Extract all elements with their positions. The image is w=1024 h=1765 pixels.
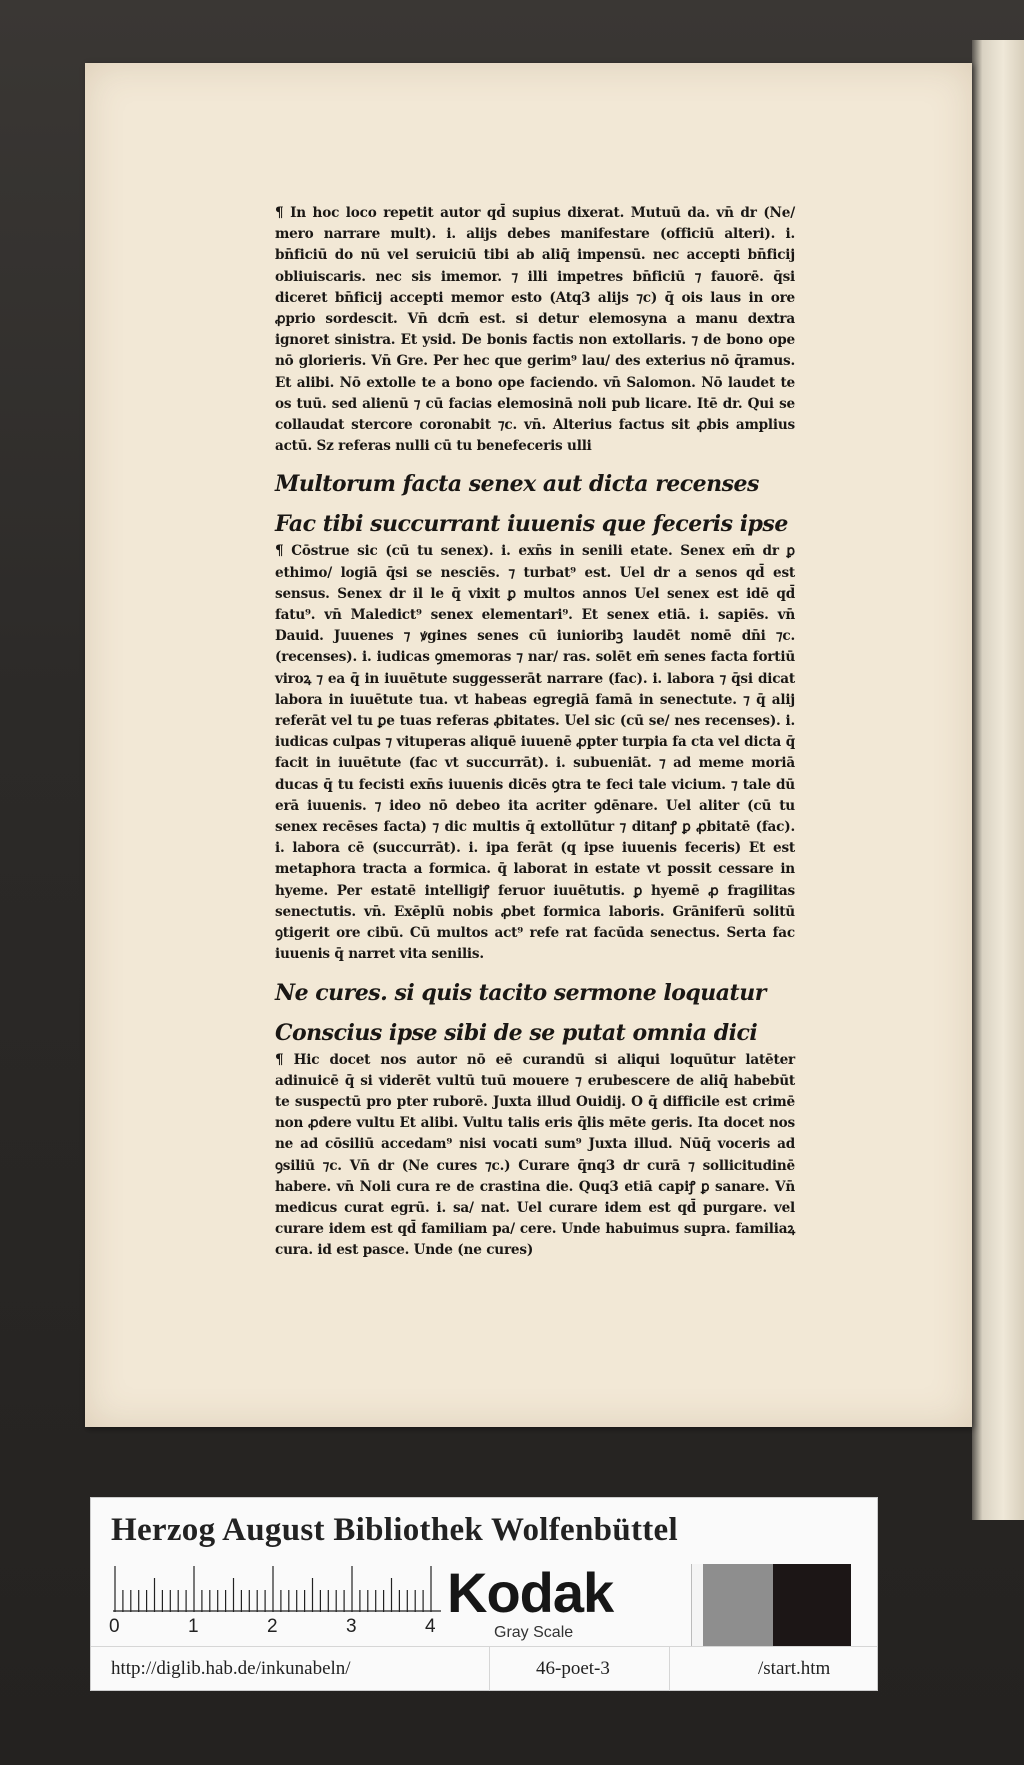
ruler-label-3: 3 <box>346 1616 357 1637</box>
ruler-label-1: 1 <box>188 1616 199 1637</box>
gray-swatch <box>703 1564 773 1646</box>
verse-line-1: Multorum facta senex aut dicta recenses <box>275 471 759 498</box>
text-block <box>275 203 795 1262</box>
commentary-paragraph-3: ¶ Hic docet nos autor nō eē curandū si aliqui loquūtur latēter adinuicē q̄ si viderēt vultū tuū mouere ⁊ erubescere de aliq̄ habebūt te suspectū pro pter ruborē. Juxta illud Ouidij. O q̄ difficile est crimē non ꝓdere vultu Et alibi. Vultu talis eris q̄lis mēte geris. Ita docet nos ne ad cōsiliū accedam⁹ nisi vocati sum⁹ Juxta illud. Nūq̄ voceris ad ꝯsiliū ⁊c. Vn̄ dr (Ne cures ⁊c.) Curare q̄nq3 dr curā ⁊ sollicitudinē habere. vn̄ Noli cura re de crastina die. Quq3 etiā capiꝭ ꝑ sanare. Vn̄ medicus curat egrū. i. sa/ nat. Uel curare idem est qd̄ purgare. vel curare idem est qd̄ familiam pa/ cere. Unde habuimus supra. familiaꝝ cura. id est pasce. Unde (ne cures) <box>275 1051 795 1259</box>
library-name: Herzog August Bibliothek Wolfenbüttel <box>111 1512 678 1548</box>
url-shelfmark: 46-poet-3 <box>536 1658 610 1679</box>
ruler-label-4: 4 <box>425 1616 436 1637</box>
verse-line-3: Ne cures. si quis tacito sermone loquatur <box>275 979 766 1006</box>
gray-scale-label: Gray Scale <box>494 1624 574 1641</box>
black-swatch <box>773 1564 851 1646</box>
url-base: http://diglib.hab.de/inkunabeln/ <box>111 1658 351 1679</box>
commentary-paragraph-1: ¶ In hoc loco repetit autor qd̄ supius dixerat. Mutuū da. vn̄ dr (Ne/ mero narrare mult). i. alijs debes manifestare (officiū alteri). i. bn̄ficiū do nū vel seruiciū tibi ab aliq̄ impensū. nec accepti bn̄ficij obliuiscaris. nec sis imemor. ⁊ illi impetres bn̄ficiū ⁊ fauorē. q̄si diceret bn̄ficij accepti memor esto (Atq3 alijs ⁊c) q̄ ois laus in ore ꝓprio sordescit. Vn̄ dcm̄ est. si detur elemosyna a manu dextra ignoret sinistra. Et ysid. De bonis factis non extollaris. ⁊ de bono ope nō glorieris. Vn̄ Gre. Per hec que gerim⁹ lau/ des exterius nō q̄ramus. Et alibi. Nō extolle te a bono ope faciendo. vn̄ Salomon. Nō laudet te os tuū. sed alienū ⁊ cū facias elemosinā noli pub licare. Itē dr. Qui se collaudat stercore coronabit ⁊c. vn̄. Alterius factus sit ꝓbis amplius actū. Sz referas nulli cū tu benefeceris ulli <box>275 205 795 455</box>
url-row <box>91 1646 877 1691</box>
ruler-label-2: 2 <box>267 1616 278 1637</box>
ruler-label-0: 0 <box>109 1616 120 1637</box>
kodak-logo: Kodak <box>447 1561 614 1624</box>
incunable-page <box>85 63 972 1427</box>
verse-line-4: Conscius ipse sibi de se putat omnia dici <box>275 1019 758 1046</box>
ruler-labels <box>109 1616 449 1638</box>
adjacent-page-edge <box>972 40 1024 1520</box>
color-target-card <box>90 1497 878 1691</box>
url-suffix: /start.htm <box>758 1658 831 1679</box>
url-divider <box>669 1647 670 1691</box>
url-divider <box>489 1647 490 1691</box>
commentary-paragraph-2: ¶ Cōstrue sic (cū tu senex). i. exn̄s in senili etate. Senex em̄ dr ꝑ ethimo/ logiā q̄si se nesciēs. ⁊ turbat⁹ est. Uel dr a senos qd̄ est sensus. Senex dr il le q̄ vixit ꝑ multos annos Uel senex est idē qd̄ fatu⁹. vn̄ Maledict⁹ senex elementari⁹. Et senex etiā. i. sapiēs. vn̄ Dauid. Juuenes ⁊ ꝟgines senes cū iunioribꝫ laudēt nomē dn̄i ⁊c. (recenses). i. iudicas ꝯmemoras ⁊ nar/ ras. solēt em̄ senes facta fortiū viroꝝ ⁊ ea q̄ in iuuētute suggesserāt narrare (fac). i. labora ⁊ q̄si dicat labora in iuuētute tua. vt habeas egregiā famā in senectute. ⁊ q̄ alij referāt vel tu ꝑe tuas referas ꝓbitates. Uel sic (cū se/ nes recenses). i. iudicas culpas ⁊ vituperas aliquē iuuenē ꝓpter turpia fa cta vel dicta q̄ facit in iuuētute (fac vt succurrāt). i. subueniāt. ⁊ ad meme moriā ducas q̄ tu fecisti exn̄s iuuenis dicēs ꝯtra te feci tale vicium. ⁊ tale dū erā iuuenis. ⁊ ideo nō debeo ita acriter ꝯdēnare. Uel aliter (cū tu senex recēses facta) ⁊ dic multis q̄ extollūtur ⁊ ditanꝭ ꝑ ꝓbitatē (fac). i. labora cē (succurrāt). i. ipa ferāt (q ipse iuuenis feceris) Et est metaphora tracta a formica. q̄ laborat in estate vt possit cessare in hyeme. Per estatē intelligiꝭ feruor iuuētutis. ꝑ hyemē ꝓ fragilitas senectutis. vn̄. Exēplū nobis ꝓbet formica laboris. Grāniferū solitū ꝯtigerit ore cibū. Cū multos act⁹ refe rat facūda senectus. Serta fac iuuenis q̄ narret vita senilis. <box>275 543 795 963</box>
verse-line-2: Fac tibi succurrant iuuenis que feceris ipse <box>275 511 788 538</box>
measurement-ruler <box>113 1564 441 1612</box>
